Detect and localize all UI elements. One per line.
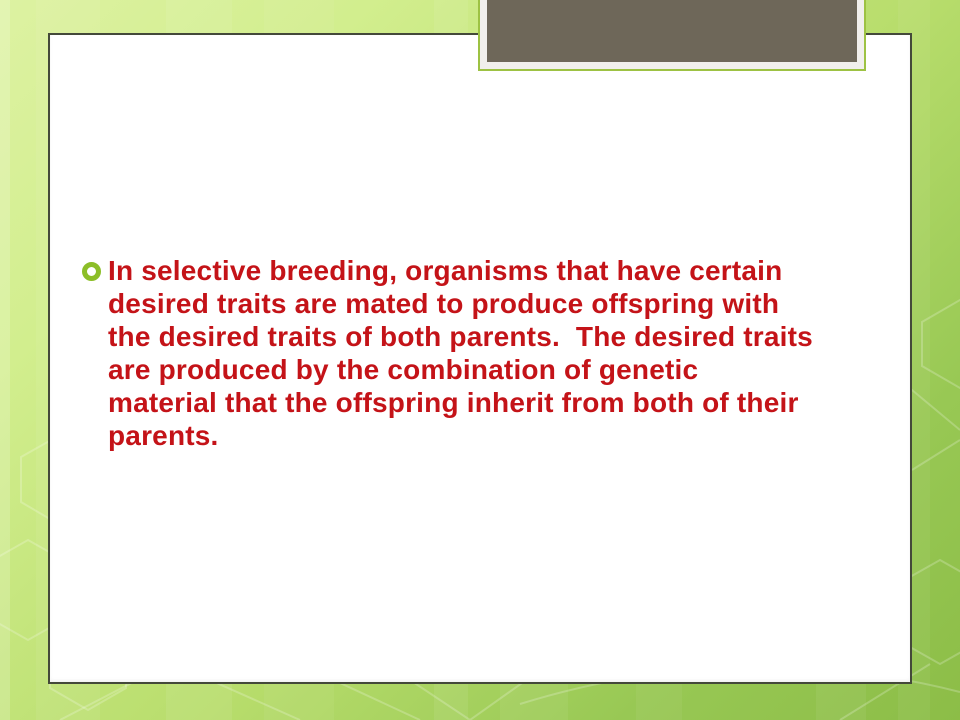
paragraph-line: are produced by the combination of genetic [108,354,699,385]
picture-placeholder-fill [487,0,857,62]
paragraph-line: In selective breeding, organisms that have certain [108,255,783,286]
picture-placeholder [478,0,866,71]
bullet-paragraph [108,254,813,452]
paragraph-line: desired traits are mated to produce offspring with [108,288,780,319]
paragraph-line: the desired traits of both parents. The desired traits [108,321,813,352]
paragraph-line: material that the offspring inherit from both of their [108,387,799,418]
paragraph-line: parents. [108,420,219,451]
list-item [82,254,813,452]
ring-bullet-icon [82,262,101,281]
